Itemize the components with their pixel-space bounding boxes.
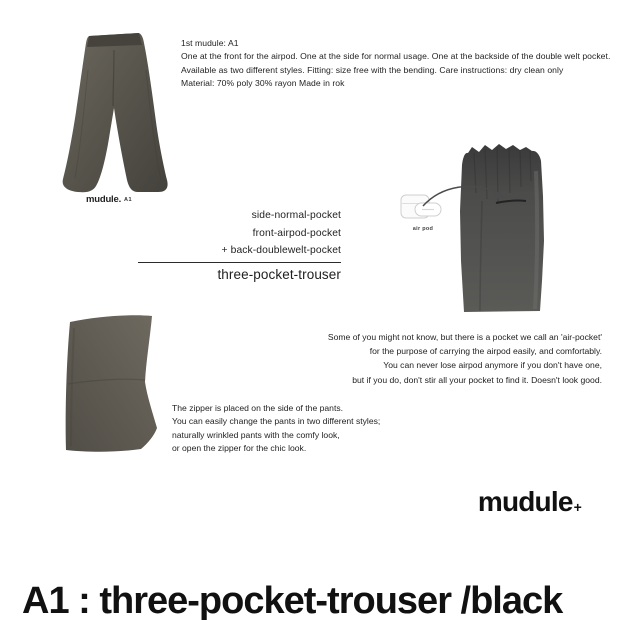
flat-trousers-photo [58,30,178,200]
zipper-line: You can easily change the pants in two different styles; [172,416,381,427]
air-pocket-line: for the purpose of carrying the airpod easily, and comfortably. [369,346,602,357]
intro-line: Material: 70% poly 30% rayon Made in rok [181,78,345,89]
zipper-line: The zipper is placed on the side of the pants. [172,403,344,413]
intro-line: Available as two different styles. Fitting: size free with the bending. Care instructions: dry clean only [181,64,564,75]
airpod-label: air pod [412,226,434,232]
zipper-line: naturally wrinkled pants with the comfy look, [172,429,340,440]
pocket-sum-item: front-airpod-pocket [252,227,341,239]
brand-name: mudule. [86,194,122,205]
pocket-sum-item: + back-doublewelt-pocket [221,245,341,257]
intro-heading: 1st mudule: A1 [181,38,239,48]
folded-trousers-photo [58,310,160,458]
zipper-line: or open the zipper for the chic look. [172,443,307,454]
footer-brand-name: mudule [477,486,573,517]
air-pocket-line: but if you do, don't stir all your pocket to find it. Doesn't look good. [352,374,602,385]
pocket-sum-result: three-pocket-trouser [217,266,341,282]
product-title: A1 : three-pocket-trouser /black [22,580,563,620]
zipper-paragraph [172,402,380,456]
brand-code: A1 [124,197,133,203]
intro-line: One at the front for the airpod. One at the side for normal usage. One at the backside of the double welt pocket. [181,51,611,62]
closeup-trousers-photo [452,141,548,314]
footer-brand-mark: + [573,499,581,515]
intro-paragraph [181,37,610,91]
footer-brand-logo [478,486,580,518]
pocket-sum-item: side-normal-pocket [251,210,341,221]
flat-photo-brand-label [86,194,132,205]
air-pocket-line: You can never lose airpod anymore if you don't have one, [383,360,602,371]
pocket-arrow-icon [415,180,527,216]
air-pocket-paragraph [282,330,602,387]
air-pocket-line: Some of you might not know, but there is a pocket we call an 'air-pocket' [327,332,602,342]
pocket-sum-block [138,207,341,284]
